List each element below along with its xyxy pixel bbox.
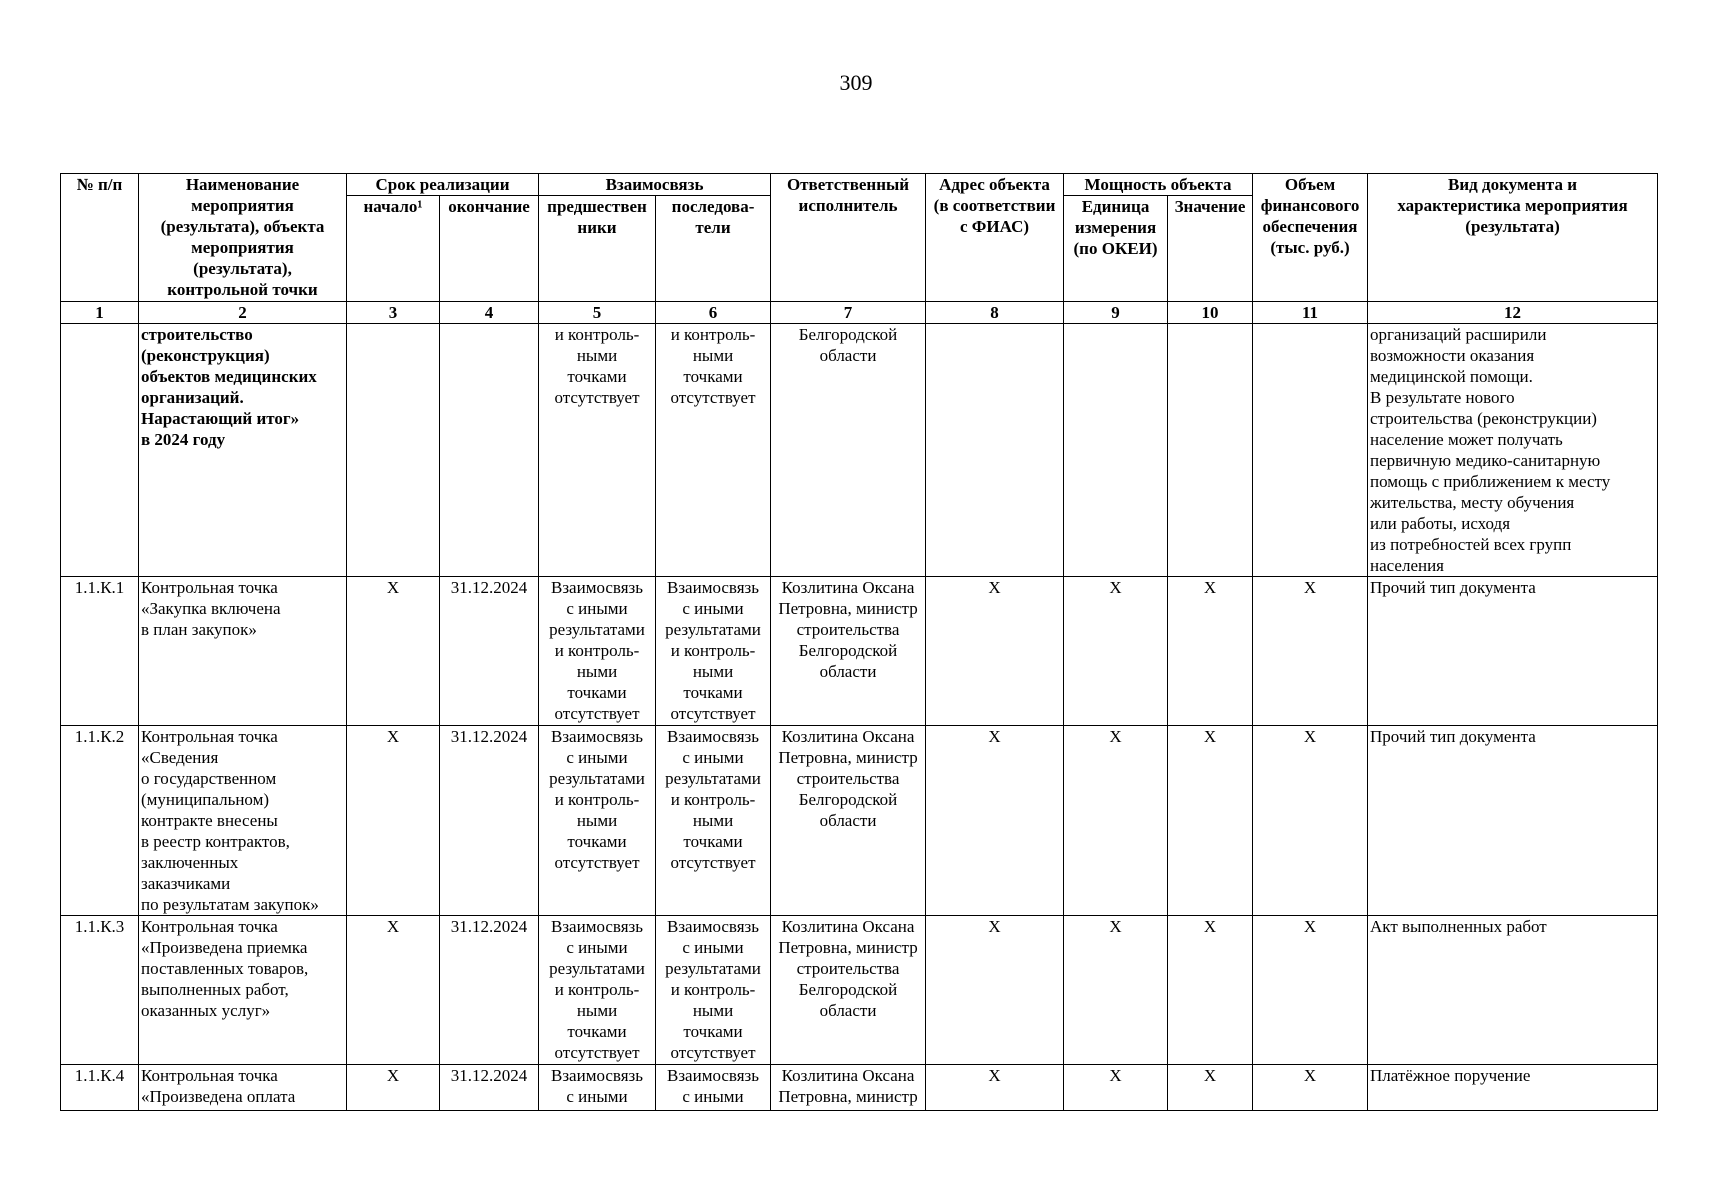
row-name: Контрольная точка «Закупка включена в план закупок»: [139, 577, 347, 726]
row-address: X: [926, 577, 1064, 726]
row-unit: X: [1064, 726, 1168, 916]
row-name: Контрольная точка «Произведена оплата: [139, 1065, 347, 1111]
row-address: X: [926, 726, 1064, 916]
row-finance: X: [1253, 1065, 1368, 1111]
header-period: Срок реализации: [347, 174, 539, 196]
row-predecessors: Взаимосвязь с иными результатами и контроль- ными точками отсутствует: [539, 577, 656, 726]
header-start: начало¹: [347, 196, 440, 302]
row-predecessors: и контроль- ными точками отсутствует: [539, 324, 656, 577]
row-responsible: Козлитина Оксана Петровна, министр: [771, 1065, 926, 1111]
row-start: X: [347, 726, 440, 916]
row-number: 1.1.К.1: [61, 577, 139, 726]
row-end: 31.12.2024: [440, 726, 539, 916]
col-number: 12: [1368, 302, 1658, 324]
header-name: Наименование мероприятия (результата), объекта мероприятия (результата), контрольной точки: [139, 174, 347, 302]
header-address: Адрес объекта (в соответствии с ФИАС): [926, 174, 1064, 302]
row-start: X: [347, 577, 440, 726]
col-number: 9: [1064, 302, 1168, 324]
table-row: [61, 324, 1658, 577]
row-responsible: Козлитина Оксана Петровна, министр строительства Белгородской области: [771, 577, 926, 726]
header-relation: Взаимосвязь: [539, 174, 771, 196]
row-unit: [1064, 324, 1168, 577]
row-finance: [1253, 324, 1368, 577]
col-number: 10: [1168, 302, 1253, 324]
row-address: X: [926, 1065, 1064, 1111]
table-row: [61, 1065, 1658, 1111]
row-finance: X: [1253, 577, 1368, 726]
row-document: Акт выполненных работ: [1368, 916, 1658, 1065]
col-number: 2: [139, 302, 347, 324]
row-number: 1.1.К.2: [61, 726, 139, 916]
row-address: X: [926, 916, 1064, 1065]
row-name: Контрольная точка «Сведения о государственном (муниципальном) контракте внесены в реестр контрактов, заключенных заказчиками по результатам закупок»: [139, 726, 347, 916]
col-number: 6: [656, 302, 771, 324]
row-successors: и контроль- ными точками отсутствует: [656, 324, 771, 577]
header-end: окончание: [440, 196, 539, 302]
row-successors: Взаимосвязь с иными результатами и контроль- ными точками отсутствует: [656, 577, 771, 726]
row-end: 31.12.2024: [440, 577, 539, 726]
header-successors: последова- тели: [656, 196, 771, 302]
row-finance: X: [1253, 916, 1368, 1065]
row-value: [1168, 324, 1253, 577]
row-successors: Взаимосвязь с иными результатами и контроль- ными точками отсутствует: [656, 726, 771, 916]
row-document: Прочий тип документа: [1368, 577, 1658, 726]
table-row: [61, 726, 1658, 916]
row-successors: Взаимосвязь с иными результатами и контроль- ными точками отсутствует: [656, 916, 771, 1065]
row-finance: X: [1253, 726, 1368, 916]
header-finance: Объем финансового обеспечения (тыс. руб.): [1253, 174, 1368, 302]
row-end: 31.12.2024: [440, 1065, 539, 1111]
row-responsible: Козлитина Оксана Петровна, министр строительства Белгородской области: [771, 916, 926, 1065]
row-document: организаций расширили возможности оказания медицинской помощи. В результате нового строительства (реконструкции) население может получать первичную медико-санитарную помощь с приближением к месту жительства, месту обучения или работы, исходя из потребностей всех групп населения: [1368, 324, 1658, 577]
col-number: 3: [347, 302, 440, 324]
header-capacity: Мощность объекта: [1064, 174, 1253, 196]
row-address: [926, 324, 1064, 577]
row-end: 31.12.2024: [440, 916, 539, 1065]
row-value: X: [1168, 726, 1253, 916]
row-number: 1.1.К.3: [61, 916, 139, 1065]
col-number: 7: [771, 302, 926, 324]
row-predecessors: Взаимосвязь с иными результатами и контроль- ными точками отсутствует: [539, 916, 656, 1065]
row-name: строительство (реконструкция) объектов медицинских организаций. Нарастающий итог» в 2024 году: [139, 324, 347, 577]
row-responsible: Козлитина Оксана Петровна, министр строительства Белгородской области: [771, 726, 926, 916]
row-number: 1.1.К.4: [61, 1065, 139, 1111]
page-number: 309: [839, 70, 873, 95]
row-number: [61, 324, 139, 577]
row-unit: X: [1064, 1065, 1168, 1111]
row-document: Платёжное поручение: [1368, 1065, 1658, 1111]
col-number: 8: [926, 302, 1064, 324]
row-value: X: [1168, 1065, 1253, 1111]
table-row: [61, 577, 1658, 726]
row-end: [440, 324, 539, 577]
row-start: [347, 324, 440, 577]
table-row: [61, 916, 1658, 1065]
measures-table: [60, 173, 1658, 1111]
row-name: Контрольная точка «Произведена приемка поставленных товаров, выполненных работ, оказанных услуг»: [139, 916, 347, 1065]
col-number: 1: [61, 302, 139, 324]
row-document: Прочий тип документа: [1368, 726, 1658, 916]
row-start: X: [347, 916, 440, 1065]
row-responsible: Белгородской области: [771, 324, 926, 577]
row-start: X: [347, 1065, 440, 1111]
header-value: Значение: [1168, 196, 1253, 302]
col-number: 4: [440, 302, 539, 324]
row-value: X: [1168, 577, 1253, 726]
header-unit: Единица измерения (по ОКЕИ): [1064, 196, 1168, 302]
row-predecessors: Взаимосвязь с иными результатами и контроль- ными точками отсутствует: [539, 726, 656, 916]
row-value: X: [1168, 916, 1253, 1065]
col-number: 11: [1253, 302, 1368, 324]
header-responsible: Ответственный исполнитель: [771, 174, 926, 302]
header-predecessors: предшествен ники: [539, 196, 656, 302]
header-number: № п/п: [61, 174, 139, 302]
header-document: Вид документа и характеристика мероприятия (результата): [1368, 174, 1658, 302]
row-successors: Взаимосвязь с иными: [656, 1065, 771, 1111]
row-predecessors: Взаимосвязь с иными: [539, 1065, 656, 1111]
col-number: 5: [539, 302, 656, 324]
row-unit: X: [1064, 916, 1168, 1065]
row-unit: X: [1064, 577, 1168, 726]
